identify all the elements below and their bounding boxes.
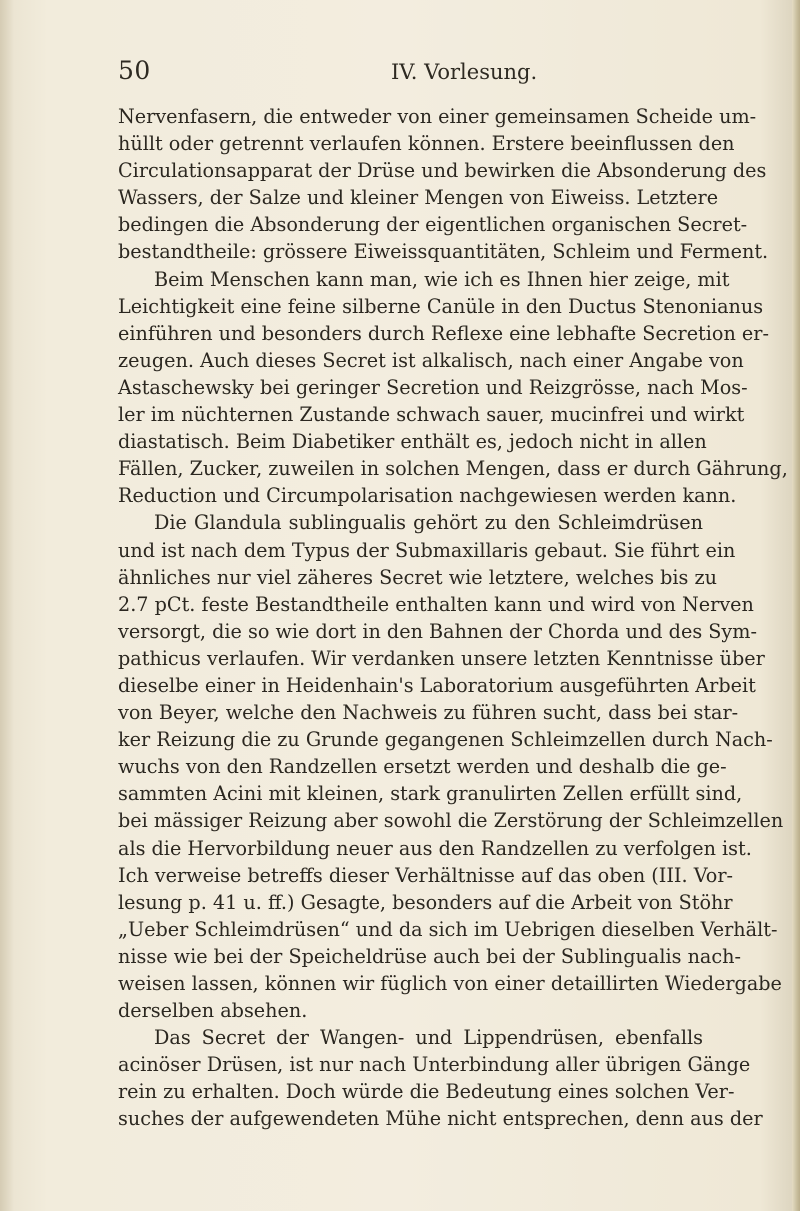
text-line: lesung p. 41 u. ff.) Gesagte, besonders auf die Arbeit von Stöhr (118, 890, 733, 914)
text-line: Astaschewsky bei geringer Secretion und Reizgrösse, nach Mos- (118, 375, 748, 399)
text-line: versorgt, die so wie dort in den Bahnen der Chorda und des Sym- (118, 619, 757, 643)
text-line: Die Glandula sublingualis gehört zu den Schleimdrüsen (154, 511, 703, 535)
text-line: pathicus verlaufen. Wir verdanken unsere letzten Kenntnisse über (118, 646, 765, 670)
running-title: IV. Vorlesung. (391, 60, 538, 84)
page-header (118, 54, 708, 94)
text-line: ker Reizung die zu Grunde gegangenen Schleimzellen durch Nach- (118, 728, 773, 752)
text-line: ler im nüchternen Zustande schwach sauer, mucinfrei und wirkt (118, 403, 745, 427)
text-line: bedingen die Absonderung der eigentlichen organischen Secret- (118, 213, 748, 237)
text-line: sammten Acini mit kleinen, stark granulirten Zellen erfüllt sind, (118, 782, 743, 806)
text-line: einführen und besonders durch Reflexe eine lebhafte Secretion er- (118, 321, 769, 345)
text-line: Fällen, Zucker, zuweilen in solchen Mengen, dass er durch Gährung, (118, 457, 788, 481)
text-line: Beim Menschen kann man, wie ich es Ihnen hier zeige, mit (154, 267, 730, 291)
text-line: weisen lassen, können wir füglich von einer detaillirten Wiedergabe (118, 972, 782, 995)
page-number: 50 (118, 56, 151, 85)
body-text (118, 103, 788, 1133)
text-line: Das Secret der Wangen- und Lippendrüsen, ebenfalls (154, 1026, 703, 1050)
text-line: „Ueber Schleimdrüsen“ und da sich im Uebrigen dieselben Verhält- (118, 917, 778, 941)
text-line: bei mässiger Reizung aber sowohl die Zerstörung der Schleimzellen (118, 809, 784, 833)
text-line: zeugen. Auch dieses Secret ist alkalisch, nach einer Angabe von (118, 348, 744, 372)
text-line: und ist nach dem Typus der Submaxillaris gebaut. Sie führt ein (118, 538, 736, 562)
text-line: nisse wie bei der Speicheldrüse auch bei der Sublingualis nach- (118, 944, 741, 968)
text-line: Circulationsapparat der Drüse und bewirken die Absonderung des (118, 159, 767, 183)
page-gutter-shadow (0, 0, 14, 1211)
text-line: dieselbe einer in Heidenhain's Laboratorium ausgeführten Arbeit (118, 673, 756, 697)
text-line: bestandtheile: grössere Eiweissquantitäten, Schleim und Ferment. (118, 240, 769, 264)
text-line: Reduction und Circumpolarisation nachgewiesen werden kann. (118, 484, 737, 508)
text-line: Leichtigkeit eine feine silberne Canüle in den Ductus Stenonianus (118, 294, 764, 318)
text-line: von Beyer, welche den Nachweis zu führen sucht, dass bei star- (118, 701, 739, 725)
text-line: 2.7 pCt. feste Bestandtheile enthalten kann und wird von Nerven (118, 592, 754, 616)
text-line: acinöser Drüsen, ist nur nach Unterbindung aller übrigen Gänge (118, 1053, 751, 1077)
text-line: Wassers, der Salze und kleiner Mengen von Eiweiss. Letztere (118, 186, 719, 210)
page-edge (792, 0, 800, 1211)
text-line: rein zu erhalten. Doch würde die Bedeutung eines solchen Ver- (118, 1080, 735, 1104)
text-line: Ich verweise betreffs dieser Verhältnisse auf das oben (III. Vor- (118, 863, 734, 887)
text-line: Nervenfasern, die entweder von einer gemeinsamen Scheide um- (118, 105, 757, 128)
text-line: wuchs von den Randzellen ersetzt werden und deshalb die ge- (118, 755, 727, 779)
text-line: diastatisch. Beim Diabetiker enthält es, jedoch nicht in allen (118, 430, 707, 454)
text-line: suches der aufgewendeten Mühe nicht entsprechen, denn aus der (118, 1107, 763, 1131)
text-line: ähnliches nur viel zäheres Secret wie letztere, welches bis zu (118, 565, 717, 589)
text-line: derselben absehen. (118, 999, 308, 1023)
text-line: hüllt oder getrennt verlaufen können. Erstere beeinflussen den (118, 132, 735, 156)
text-line: als die Hervorbildung neuer aus den Randzellen zu verfolgen ist. (118, 836, 752, 860)
